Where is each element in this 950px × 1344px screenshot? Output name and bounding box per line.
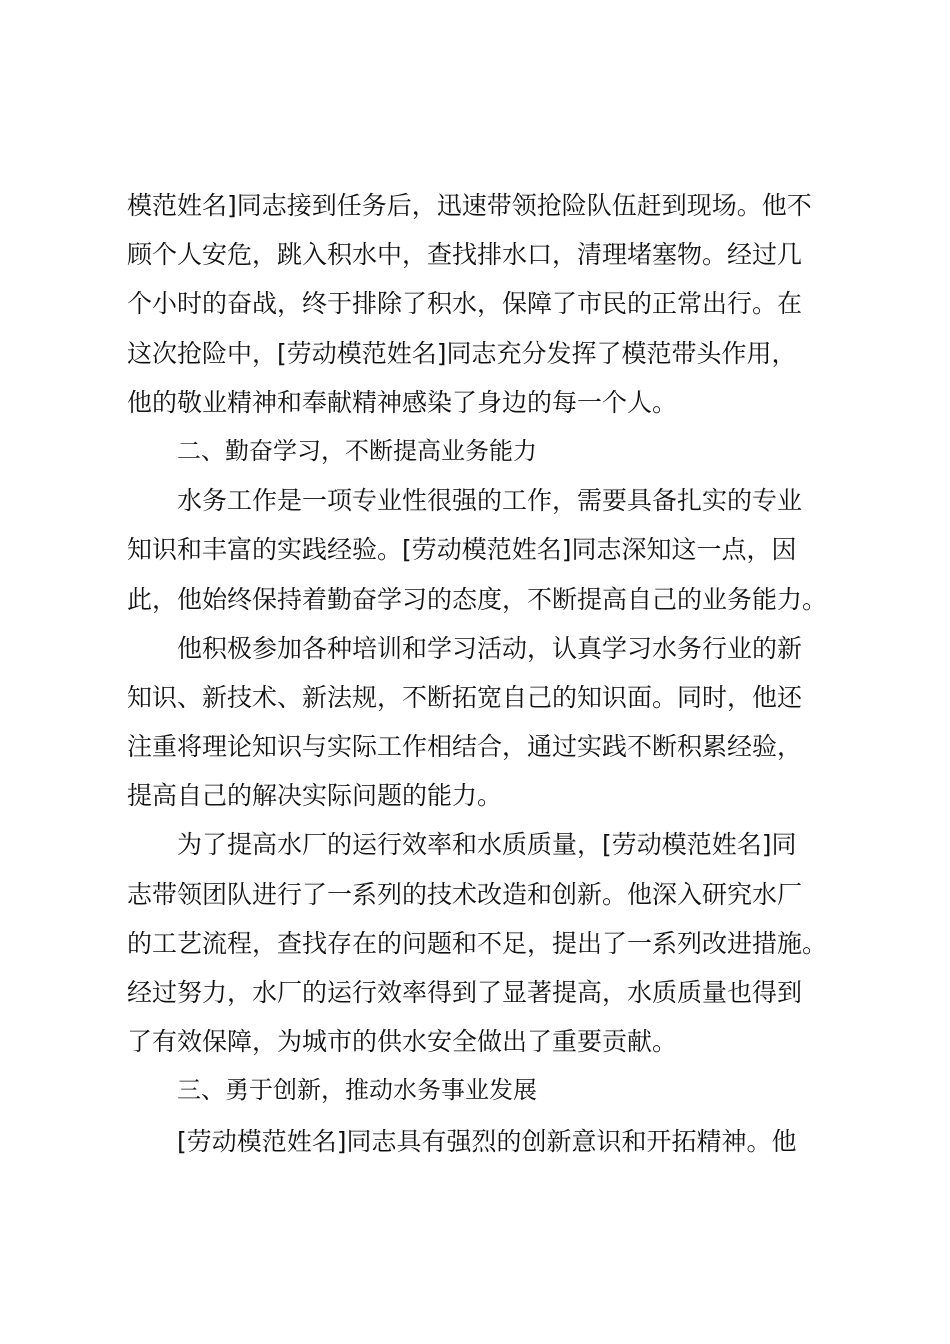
section-heading: 二、勤奋学习，不断提高业务能力 bbox=[177, 436, 537, 465]
paragraph-line: 的工艺流程，查找存在的问题和不足，提出了一系列改进措施。 bbox=[127, 928, 828, 958]
paragraph-line: 他积极参加各种培训和学习活动，认真学习水务行业的新 bbox=[177, 633, 803, 663]
paragraph-line: 为了提高水厂的运行效率和水质质量，[劳动模范姓名]同 bbox=[177, 830, 797, 860]
section-heading: 三、勇于创新，推动水务事业发展 bbox=[177, 1076, 537, 1105]
paragraph-line: 他的敬业精神和奉献精神感染了身边的每一个人。 bbox=[127, 387, 678, 417]
paragraph-line: 水务工作是一项专业性很强的工作，需要具备扎实的专业 bbox=[177, 486, 803, 516]
document-body bbox=[127, 181, 847, 1166]
paragraph-line: 志带领团队进行了一系列的技术改造和创新。他深入研究水厂 bbox=[127, 879, 803, 909]
paragraph-line: [劳动模范姓名]同志具有强烈的创新意识和开拓精神。他 bbox=[177, 1126, 797, 1156]
paragraph-line: 经过努力，水厂的运行效率得到了显著提高，水质质量也得到 bbox=[127, 978, 803, 1007]
paragraph-line: 提高自己的解决实际问题的能力。 bbox=[127, 781, 503, 811]
paragraph-line: 此，他始终保持着勤奋学习的态度，不断提高自己的业务能力。 bbox=[127, 584, 828, 614]
paragraph-line: 个小时的奋战，终于排除了积水，保障了市民的正常出行。在 bbox=[127, 289, 803, 319]
paragraph-line: 知识和丰富的实践经验。[劳动模范姓名]同志深知这一点，因 bbox=[127, 535, 797, 565]
paragraph-line: 了有效保障，为城市的供水安全做出了重要贡献。 bbox=[127, 1027, 678, 1057]
paragraph-line: 知识、新技术、新法规，不断拓宽自己的知识面。同时，他还 bbox=[127, 682, 803, 712]
paragraph-line: 注重将理论知识与实际工作相结合，通过实践不断积累经验， bbox=[127, 732, 803, 762]
paragraph-line: 模范姓名]同志接到任务后，迅速带领抢险队伍赶到现场。他不 bbox=[127, 191, 812, 220]
paragraph-line: 顾个人安危，跳入积水中，查找排水口，清理堵塞物。经过几 bbox=[127, 240, 803, 270]
paragraph-line: 这次抢险中，[劳动模范姓名]同志充分发挥了模范带头作用， bbox=[127, 338, 797, 368]
